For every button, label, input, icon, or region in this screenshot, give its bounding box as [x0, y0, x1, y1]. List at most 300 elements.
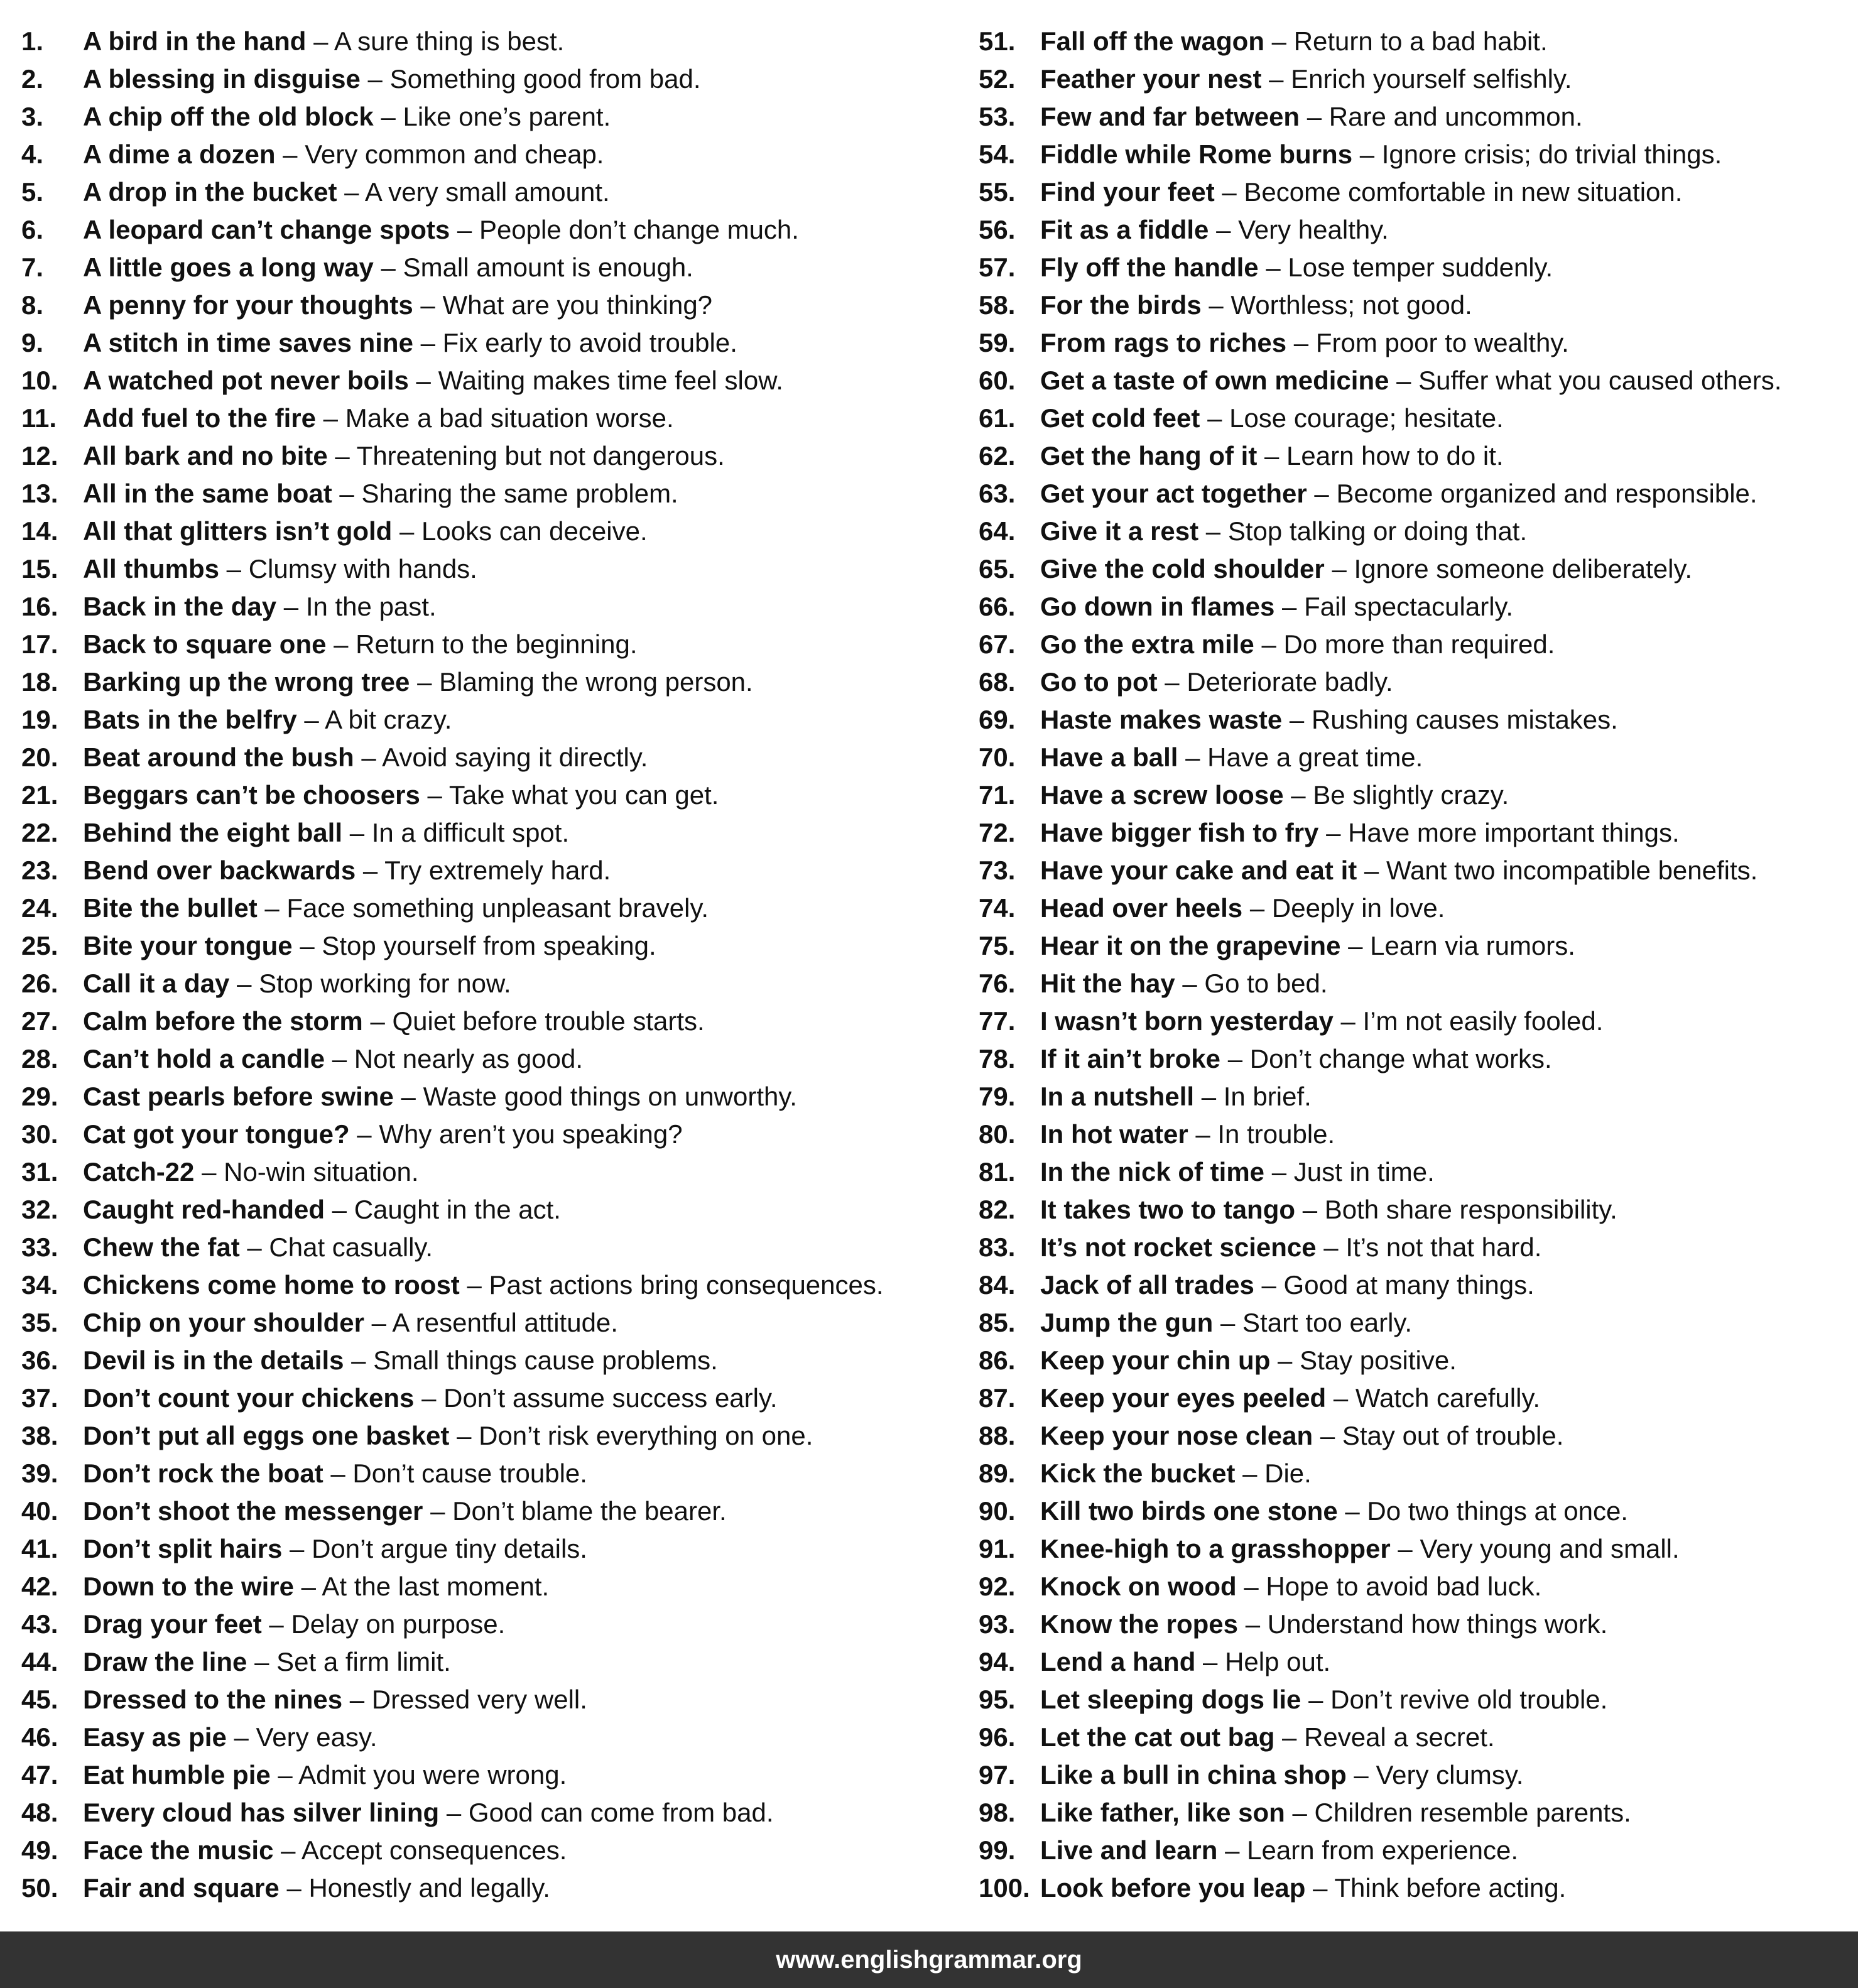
list-item — [979, 550, 1858, 588]
item-number: 81. — [979, 1157, 1016, 1187]
idiom-meaning: Watch carefully. — [1355, 1383, 1541, 1413]
list-item — [979, 1719, 1858, 1756]
idiom-meaning: Stop working for now. — [259, 969, 511, 998]
list-item — [21, 1116, 964, 1153]
idiom-phrase: Don’t split hairs — [83, 1534, 283, 1563]
idiom-phrase: From rags to riches — [1040, 328, 1287, 357]
item-text — [1040, 1869, 1566, 1907]
dash-separator: – — [1203, 1647, 1218, 1676]
list-item — [21, 136, 964, 173]
idiom-meaning: Become comfortable in new situation. — [1244, 177, 1683, 207]
item-text — [83, 513, 648, 550]
dash-separator: – — [1207, 403, 1222, 433]
idiom-phrase: Don’t count your chickens — [83, 1383, 415, 1413]
list-item — [21, 1379, 964, 1417]
item-number: 100. — [979, 1873, 1030, 1903]
item-text — [83, 1304, 618, 1342]
idiom-phrase: Bite your tongue — [83, 931, 293, 960]
item-text — [1040, 1832, 1518, 1869]
item-text — [1040, 249, 1553, 286]
idiom-phrase: Look before you leap — [1040, 1873, 1306, 1903]
idiom-meaning: Return to the beginning. — [356, 629, 638, 659]
list-item — [21, 965, 964, 1002]
dash-separator: – — [330, 1458, 345, 1488]
dash-separator: – — [1201, 1082, 1217, 1111]
item-text — [83, 1719, 378, 1756]
dash-separator: – — [446, 1798, 462, 1827]
idiom-meaning: Don’t argue tiny details. — [312, 1534, 587, 1563]
item-text — [83, 1794, 774, 1832]
list-item — [21, 1681, 964, 1719]
list-item — [979, 1266, 1858, 1304]
idiom-meaning: Be slightly crazy. — [1313, 780, 1509, 810]
idiom-meaning: Don’t blame the bearer. — [452, 1496, 727, 1526]
idiom-phrase: Back to square one — [83, 629, 327, 659]
list-item — [21, 626, 964, 663]
idiom-phrase: Don’t put all eggs one basket — [83, 1421, 450, 1450]
idiom-phrase: All thumbs — [83, 554, 219, 584]
idiom-phrase: Feather your nest — [1040, 64, 1262, 94]
list-item — [21, 1794, 964, 1832]
list-item — [979, 1116, 1858, 1153]
item-number: 68. — [979, 667, 1016, 697]
idiom-meaning: Good at many things. — [1283, 1270, 1535, 1300]
idiom-meaning: Lose courage; hesitate. — [1229, 403, 1504, 433]
item-text — [83, 1568, 549, 1605]
item-text — [1040, 1794, 1631, 1832]
dash-separator: – — [1227, 1044, 1243, 1073]
idiom-phrase: Keep your chin up — [1040, 1345, 1271, 1375]
dash-separator: – — [332, 1044, 347, 1073]
idiom-meaning: A sure thing is best. — [334, 26, 565, 56]
item-number: 8. — [21, 290, 44, 320]
dash-separator: – — [1293, 328, 1309, 357]
dash-separator: – — [1266, 253, 1281, 282]
list-item — [21, 1719, 964, 1756]
list-item — [979, 437, 1858, 475]
idiom-phrase: Like father, like son — [1040, 1798, 1285, 1827]
idiom-meaning: In brief. — [1223, 1082, 1312, 1111]
item-text — [83, 1455, 587, 1492]
item-number: 12. — [21, 441, 58, 470]
dash-separator: – — [361, 742, 376, 772]
item-number: 92. — [979, 1572, 1016, 1601]
item-text — [1040, 136, 1722, 173]
item-number: 41. — [21, 1534, 58, 1563]
dash-separator: – — [226, 554, 242, 584]
idiom-phrase: Jack of all trades — [1040, 1270, 1254, 1300]
list-item — [21, 1605, 964, 1643]
dash-separator: – — [1291, 780, 1306, 810]
list-item — [21, 1417, 964, 1455]
idiom-phrase: Don’t shoot the messenger — [83, 1496, 423, 1526]
idiom-meaning: Very healthy. — [1238, 215, 1389, 244]
dash-separator: – — [1332, 554, 1347, 584]
item-number: 72. — [979, 818, 1016, 847]
item-number: 64. — [979, 516, 1016, 546]
dash-separator: – — [420, 328, 435, 357]
idiom-phrase: In hot water — [1040, 1119, 1188, 1149]
idiom-meaning: No-win situation. — [224, 1157, 419, 1187]
idiom-meaning: Dressed very well. — [371, 1685, 587, 1714]
idiom-phrase: Caught red-handed — [83, 1195, 325, 1224]
item-number: 70. — [979, 742, 1016, 772]
item-text — [1040, 626, 1555, 663]
item-text — [1040, 1492, 1628, 1530]
dash-separator: – — [1308, 1685, 1323, 1714]
list-item — [21, 475, 964, 513]
dash-separator: – — [323, 403, 339, 433]
item-number: 86. — [979, 1345, 1016, 1375]
idiom-meaning: Help out. — [1225, 1647, 1331, 1676]
dash-separator: – — [1326, 818, 1341, 847]
list-item — [21, 1869, 964, 1907]
list-item — [979, 1605, 1858, 1643]
dash-separator: – — [1359, 139, 1375, 169]
dash-separator: – — [467, 1270, 482, 1300]
list-item — [21, 550, 964, 588]
idiom-meaning: Deeply in love. — [1271, 893, 1445, 923]
idiom-meaning: Accept consequences. — [301, 1835, 567, 1865]
dash-separator: – — [1320, 1421, 1335, 1450]
idiom-meaning: Understand how things work. — [1267, 1609, 1608, 1639]
dash-separator: – — [1182, 969, 1197, 998]
idiom-meaning: Deteriorate badly. — [1187, 667, 1393, 697]
idiom-phrase: A penny for your thoughts — [83, 290, 413, 320]
dash-separator: – — [399, 516, 415, 546]
item-text — [83, 211, 799, 249]
item-number: 29. — [21, 1082, 58, 1111]
idiom-phrase: A bird in the hand — [83, 26, 307, 56]
item-text — [83, 1116, 683, 1153]
idiom-meaning: I’m not easily fooled. — [1362, 1006, 1604, 1036]
list-item — [21, 1455, 964, 1492]
item-number: 3. — [21, 102, 44, 131]
dash-separator: – — [1292, 1798, 1307, 1827]
idiom-phrase: Easy as pie — [83, 1722, 227, 1752]
idiom-meaning: Hope to avoid bad luck. — [1266, 1572, 1542, 1601]
item-text — [1040, 324, 1569, 362]
dash-separator: – — [1314, 479, 1329, 508]
item-number: 46. — [21, 1722, 58, 1752]
idiom-meaning: Go to bed. — [1204, 969, 1328, 998]
item-number: 97. — [979, 1760, 1016, 1790]
idiom-phrase: It takes two to tango — [1040, 1195, 1296, 1224]
list-item — [979, 1568, 1858, 1605]
list-item — [979, 1379, 1858, 1417]
footer-bar — [0, 1931, 1858, 1988]
idiom-phrase: Bite the bullet — [83, 893, 258, 923]
idiom-meaning: What are you thinking? — [442, 290, 713, 320]
item-text — [83, 1342, 718, 1379]
idiom-meaning: Stop talking or doing that. — [1227, 516, 1528, 546]
item-text — [83, 1417, 813, 1455]
item-number: 99. — [979, 1835, 1016, 1865]
list-item — [21, 1002, 964, 1040]
item-number: 15. — [21, 554, 58, 584]
list-item — [21, 776, 964, 814]
dash-separator: – — [351, 1345, 366, 1375]
dash-separator: – — [1245, 1609, 1261, 1639]
footer-url[interactable]: www.englishgrammar.org — [776, 1946, 1082, 1974]
idiom-meaning: Past actions bring consequences. — [489, 1270, 884, 1300]
item-text — [1040, 852, 1757, 889]
idiom-phrase: All bark and no bite — [83, 441, 328, 470]
list-item — [21, 211, 964, 249]
item-text — [1040, 588, 1513, 626]
dash-separator: – — [401, 1082, 416, 1111]
idiom-meaning: Face something unpleasant bravely. — [286, 893, 709, 923]
item-text — [83, 136, 604, 173]
item-text — [83, 1379, 778, 1417]
dash-separator: – — [1354, 1760, 1369, 1790]
dash-separator: – — [1222, 177, 1237, 207]
dash-separator: – — [1271, 26, 1287, 56]
idiom-phrase: Fiddle while Rome burns — [1040, 139, 1353, 169]
item-text — [1040, 1605, 1607, 1643]
dash-separator: – — [1216, 215, 1231, 244]
list-item — [21, 1040, 964, 1078]
idiom-meaning: Delay on purpose. — [291, 1609, 506, 1639]
dash-separator: – — [381, 253, 396, 282]
idiom-phrase: Bend over backwards — [83, 855, 356, 885]
item-text — [1040, 1040, 1552, 1078]
item-number: 23. — [21, 855, 58, 885]
idiom-phrase: Kill two birds one stone — [1040, 1496, 1338, 1526]
idiom-phrase: For the birds — [1040, 290, 1202, 320]
idiom-phrase: Knock on wood — [1040, 1572, 1237, 1601]
idiom-phrase: Get a taste of own medicine — [1040, 366, 1389, 395]
dash-separator: – — [1345, 1496, 1360, 1526]
item-text — [83, 23, 564, 60]
idiom-meaning: Threatening but not dangerous. — [356, 441, 725, 470]
idiom-meaning: Learn from experience. — [1247, 1835, 1519, 1865]
list-item — [21, 1304, 964, 1342]
dash-separator: – — [300, 931, 315, 960]
idiom-phrase: Catch-22 — [83, 1157, 195, 1187]
idiom-meaning: At the last moment. — [322, 1572, 550, 1601]
item-number: 71. — [979, 780, 1016, 810]
list-item — [21, 1153, 964, 1191]
idiom-meaning: Quiet before trouble starts. — [392, 1006, 705, 1036]
item-text — [83, 588, 437, 626]
item-number: 67. — [979, 629, 1016, 659]
list-item — [979, 324, 1858, 362]
dash-separator: – — [1195, 1119, 1210, 1149]
item-number: 42. — [21, 1572, 58, 1601]
item-text — [1040, 286, 1472, 324]
item-number: 94. — [979, 1647, 1016, 1676]
item-text — [1040, 1681, 1607, 1719]
item-number: 2. — [21, 64, 44, 94]
idiom-phrase: Cat got your tongue? — [83, 1119, 350, 1149]
item-number: 53. — [979, 102, 1016, 131]
idiom-phrase: Go down in flames — [1040, 592, 1275, 621]
idiom-phrase: Kick the bucket — [1040, 1458, 1236, 1488]
dash-separator: – — [202, 1157, 217, 1187]
list-item — [979, 1417, 1858, 1455]
idiom-phrase: Beggars can’t be choosers — [83, 780, 420, 810]
list-item — [979, 1153, 1858, 1191]
dash-separator: – — [1323, 1232, 1339, 1262]
item-number: 59. — [979, 328, 1016, 357]
item-number: 96. — [979, 1722, 1016, 1752]
dash-separator: – — [1261, 629, 1276, 659]
item-text — [1040, 550, 1692, 588]
dash-separator: – — [1340, 1006, 1355, 1036]
list-item — [21, 437, 964, 475]
idiom-phrase: Jump the gun — [1040, 1308, 1214, 1337]
list-item — [21, 60, 964, 98]
idiom-meaning: Try extremely hard. — [384, 855, 611, 885]
list-item — [979, 399, 1858, 437]
list-item — [21, 814, 964, 852]
item-number: 5. — [21, 177, 44, 207]
idiom-meaning: Fail spectacularly. — [1304, 592, 1514, 621]
list-item — [979, 814, 1858, 852]
idiom-meaning: A bit crazy. — [325, 705, 452, 734]
idiom-meaning: Both share responsibility. — [1324, 1195, 1617, 1224]
item-number: 11. — [21, 403, 57, 433]
idiom-meaning: Waiting makes time feel slow. — [438, 366, 783, 395]
idiom-meaning: Rushing causes mistakes. — [1311, 705, 1618, 734]
item-number: 91. — [979, 1534, 1016, 1563]
item-number: 52. — [979, 64, 1016, 94]
idiom-phrase: Lend a hand — [1040, 1647, 1196, 1676]
idiom-meaning: Fix early to avoid trouble. — [442, 328, 737, 357]
idiom-meaning: Very common and cheap. — [305, 139, 604, 169]
list-item — [21, 1643, 964, 1681]
item-number: 9. — [21, 328, 44, 357]
idiom-phrase: Knee-high to a grasshopper — [1040, 1534, 1391, 1563]
item-text — [1040, 739, 1423, 776]
dash-separator: – — [1249, 893, 1265, 923]
item-number: 60. — [979, 366, 1016, 395]
idiom-phrase: Drag your feet — [83, 1609, 262, 1639]
dash-separator: – — [313, 26, 329, 56]
dash-separator: – — [1307, 102, 1322, 131]
dash-separator: – — [1205, 516, 1221, 546]
dash-separator: – — [1264, 441, 1279, 470]
item-text — [83, 1756, 567, 1794]
idiom-meaning: Very clumsy. — [1376, 1760, 1524, 1790]
list-item — [21, 362, 964, 399]
idiom-meaning: Avoid saying it directly. — [382, 742, 648, 772]
item-number: 56. — [979, 215, 1016, 244]
list-item — [979, 588, 1858, 626]
dash-separator: – — [264, 893, 280, 923]
idiom-meaning: Want two incompatible benefits. — [1386, 855, 1758, 885]
dash-separator: – — [367, 64, 383, 94]
list-item — [21, 1229, 964, 1266]
list-item — [21, 1756, 964, 1794]
list-item — [21, 324, 964, 362]
list-item — [21, 1530, 964, 1568]
idiom-meaning: Good can come from bad. — [468, 1798, 774, 1827]
idiom-meaning: Return to a bad habit. — [1293, 26, 1548, 56]
idiom-phrase: Hear it on the grapevine — [1040, 931, 1341, 960]
idiom-meaning: Very young and small. — [1420, 1534, 1680, 1563]
dash-separator: – — [357, 1119, 372, 1149]
idiom-phrase: Back in the day — [83, 592, 277, 621]
idiom-phrase: Call it a day — [83, 969, 230, 998]
item-number: 25. — [21, 931, 58, 960]
item-text — [83, 776, 719, 814]
item-number: 63. — [979, 479, 1016, 508]
idiom-meaning: It’s not that hard. — [1345, 1232, 1542, 1262]
item-text — [1040, 701, 1618, 739]
item-number: 65. — [979, 554, 1016, 584]
dash-separator: – — [370, 1006, 385, 1036]
item-number: 32. — [21, 1195, 58, 1224]
item-number: 30. — [21, 1119, 58, 1149]
idiom-phrase: Go to pot — [1040, 667, 1158, 697]
idiom-phrase: Chip on your shoulder — [83, 1308, 364, 1337]
idiom-phrase: Face the music — [83, 1835, 274, 1865]
item-number: 26. — [21, 969, 58, 998]
idiom-meaning: Die. — [1264, 1458, 1312, 1488]
item-text — [1040, 1153, 1435, 1191]
idiom-phrase: Have bigger fish to fry — [1040, 818, 1319, 847]
item-text — [83, 663, 753, 701]
idiom-meaning: Stay out of trouble. — [1342, 1421, 1564, 1450]
list-item — [979, 1040, 1858, 1078]
idiom-phrase: Every cloud has silver lining — [83, 1798, 440, 1827]
dash-separator: – — [349, 1685, 365, 1714]
item-text — [1040, 23, 1548, 60]
dash-separator: – — [371, 1308, 387, 1337]
idiom-phrase: Have a screw loose — [1040, 780, 1284, 810]
item-number: 13. — [21, 479, 58, 508]
item-text — [83, 173, 610, 211]
idiom-meaning: Don’t risk everything on one. — [479, 1421, 813, 1450]
dash-separator: – — [1261, 1270, 1276, 1300]
dash-separator: – — [304, 705, 319, 734]
dash-separator: – — [1289, 705, 1305, 734]
idiom-phrase: All that glitters isn’t gold — [83, 516, 393, 546]
dash-separator: – — [1333, 1383, 1349, 1413]
idiom-phrase: Have a ball — [1040, 742, 1178, 772]
item-text — [1040, 1266, 1535, 1304]
dash-separator: – — [430, 1496, 445, 1526]
item-text — [83, 814, 569, 852]
item-text — [1040, 1078, 1312, 1116]
item-number: 39. — [21, 1458, 58, 1488]
idiom-phrase: Few and far between — [1040, 102, 1300, 131]
idiom-phrase: A leopard can’t change spots — [83, 215, 450, 244]
list-item — [979, 211, 1858, 249]
idiom-meaning: A very small amount. — [364, 177, 610, 207]
dash-separator: – — [332, 1195, 347, 1224]
item-text — [83, 1643, 451, 1681]
list-item — [21, 1342, 964, 1379]
dash-separator: – — [281, 1835, 296, 1865]
idiom-phrase: Chew the fat — [83, 1232, 240, 1262]
list-item — [21, 399, 964, 437]
list-item — [21, 1078, 964, 1116]
item-number: 51. — [979, 26, 1016, 56]
item-text — [1040, 965, 1328, 1002]
idiom-phrase: I wasn’t born yesterday — [1040, 1006, 1334, 1036]
item-text — [83, 1266, 884, 1304]
dash-separator: – — [254, 1647, 269, 1676]
list-item — [979, 965, 1858, 1002]
dash-separator: – — [1398, 1534, 1413, 1563]
idiom-meaning: Blaming the wrong person. — [439, 667, 753, 697]
dash-separator: – — [1269, 64, 1284, 94]
item-number: 80. — [979, 1119, 1016, 1149]
idiom-meaning: Clumsy with hands. — [248, 554, 477, 584]
